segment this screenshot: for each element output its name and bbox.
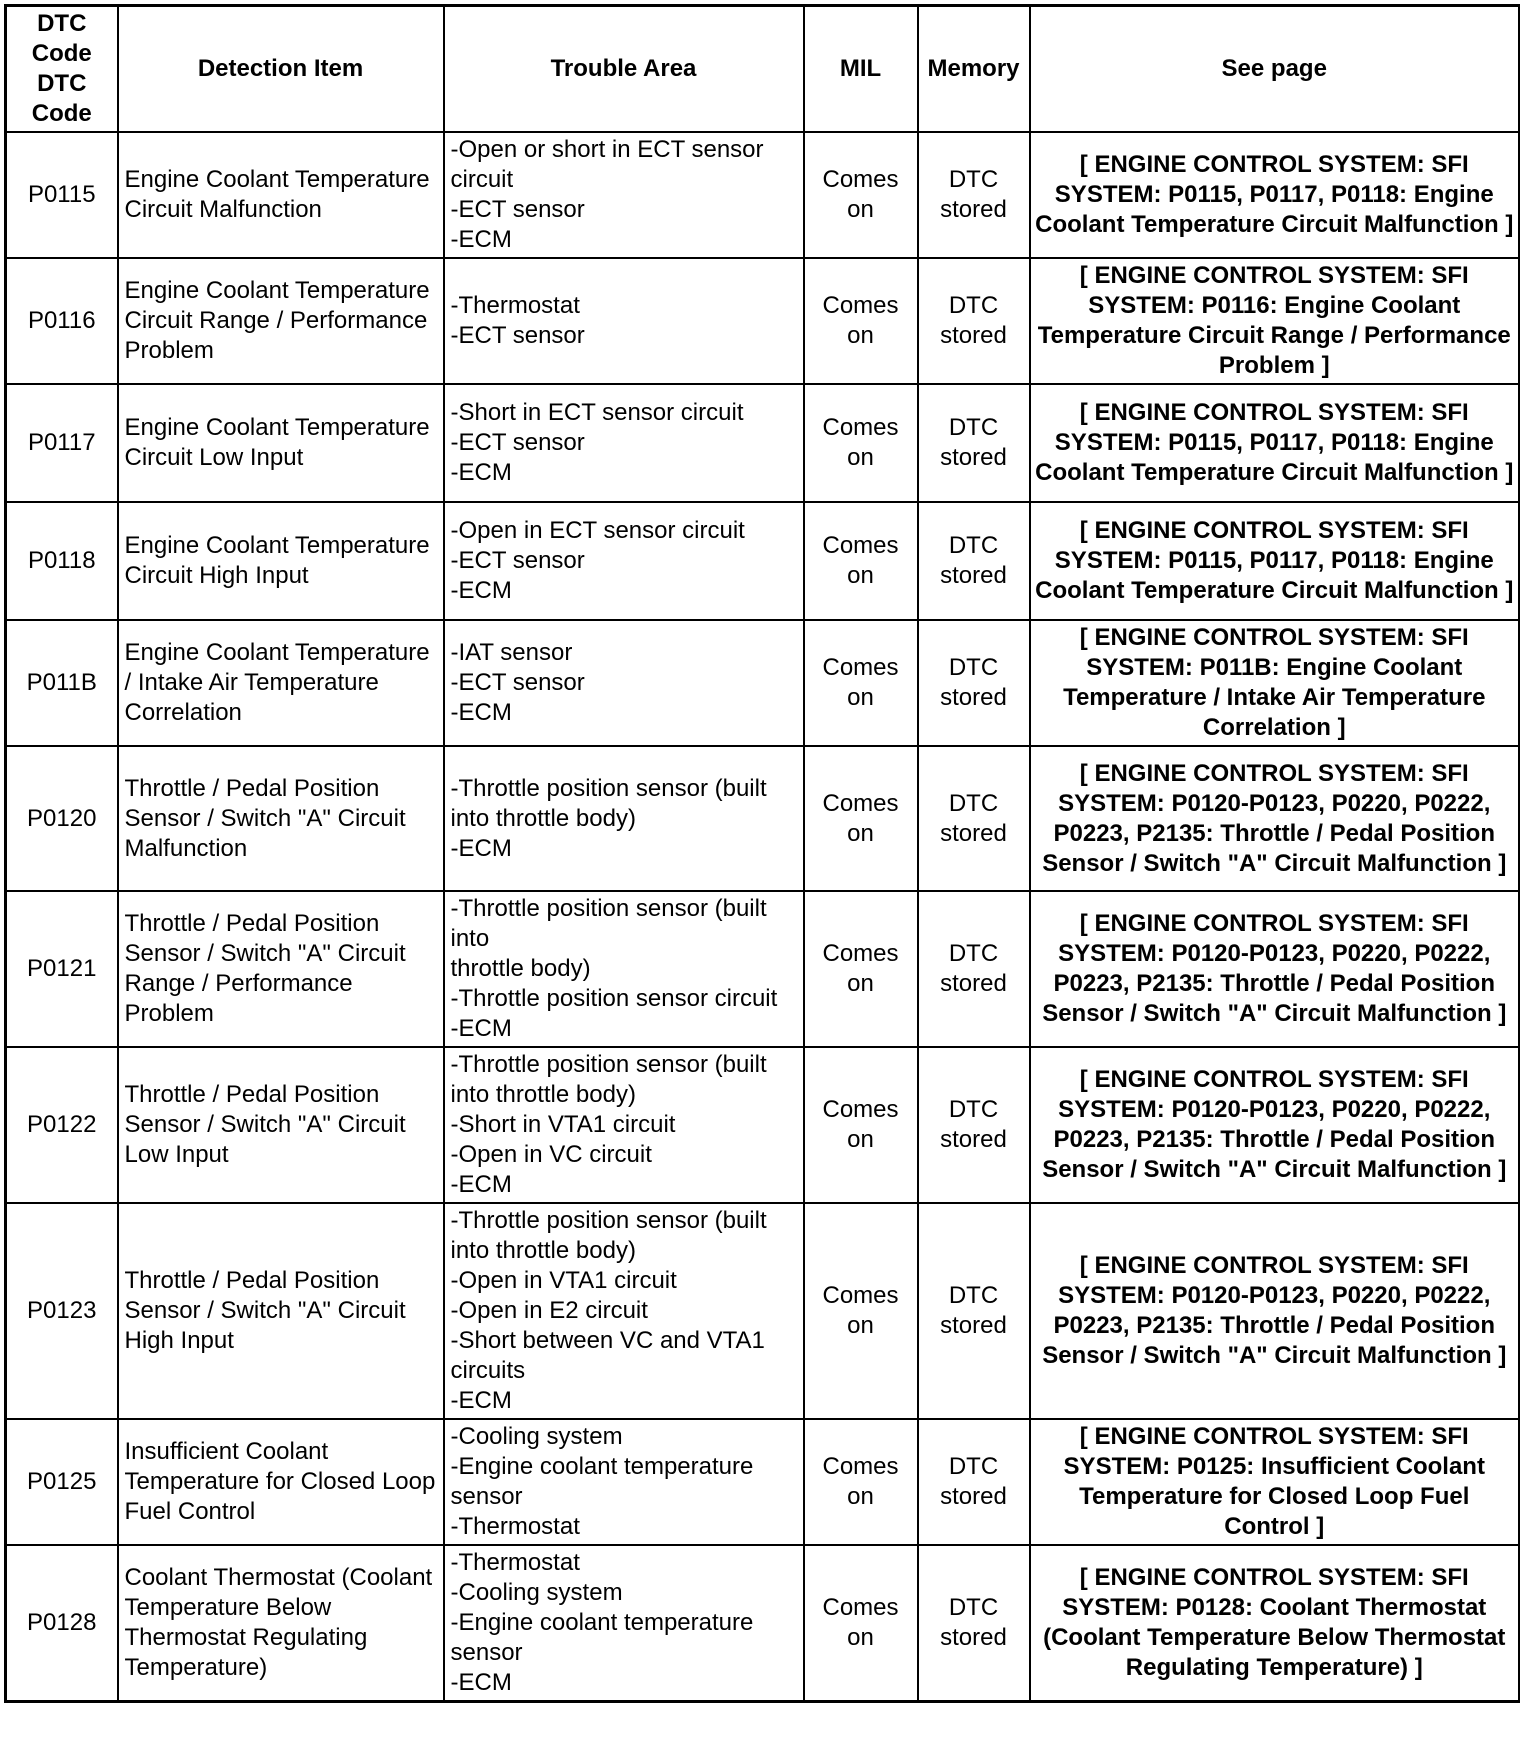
dtc-code-cell: P0120 [6, 746, 118, 891]
table-row [6, 258, 1520, 384]
table-row [6, 1545, 1520, 1702]
header-see-page: See page [1030, 6, 1520, 133]
see-page-link[interactable]: [ ENGINE CONTROL SYSTEM: SFI SYSTEM: P0115, P0117, P0118: Engine Coolant Temperature Circuit Malfunction ] [1030, 502, 1520, 620]
memory-cell: DTC stored [918, 384, 1030, 502]
mil-cell: Comes on [804, 620, 918, 746]
memory-cell: DTC stored [918, 1047, 1030, 1203]
see-page-link[interactable]: [ ENGINE CONTROL SYSTEM: SFI SYSTEM: P0120-P0123, P0220, P0222, P0223, P2135: Throttle / Pedal Position Sensor / Switch "A" Circuit Malfunction ] [1030, 1203, 1520, 1419]
dtc-code-cell: P0121 [6, 891, 118, 1047]
detection-item-cell: Throttle / Pedal Position Sensor / Switch "A" Circuit High Input [118, 1203, 444, 1419]
table-row [6, 746, 1520, 891]
dtc-code-cell: P0122 [6, 1047, 118, 1203]
trouble-area-cell [444, 1545, 804, 1702]
trouble-area-line: -ECM [450, 699, 512, 726]
detection-item-cell: Insufficient Coolant Temperature for Closed Loop Fuel Control [118, 1419, 444, 1545]
mil-cell: Comes on [804, 1047, 918, 1203]
mil-cell: Comes on [804, 891, 918, 1047]
detection-item-cell: Engine Coolant Temperature Circuit Malfunction [118, 132, 444, 258]
trouble-area-line: -Thermostat [450, 1549, 580, 1576]
see-page-link[interactable]: [ ENGINE CONTROL SYSTEM: SFI SYSTEM: P0115, P0117, P0118: Engine Coolant Temperature Circuit Malfunction ] [1030, 384, 1520, 502]
trouble-area-line: -ECM [450, 834, 512, 862]
dtc-code-cell: P0115 [6, 132, 118, 258]
see-page-link[interactable]: [ ENGINE CONTROL SYSTEM: SFI SYSTEM: P0125: Insufficient Coolant Temperature for Closed Loop Fuel Control ] [1030, 1419, 1520, 1545]
trouble-area-line: -Cooling system [450, 1423, 623, 1450]
memory-cell: DTC stored [918, 1545, 1030, 1702]
dtc-code-cell: P0128 [6, 1545, 118, 1702]
trouble-area-line: -ECT sensor [450, 669, 585, 696]
see-page-link[interactable]: [ ENGINE CONTROL SYSTEM: SFI SYSTEM: P011B: Engine Coolant Temperature / Intake Air Temperature Correlation ] [1030, 620, 1520, 746]
header-memory: Memory [918, 6, 1030, 133]
table-row [6, 132, 1520, 258]
trouble-area-line: -ECM [450, 577, 512, 604]
trouble-area-cell [444, 258, 804, 384]
see-page-link[interactable]: [ ENGINE CONTROL SYSTEM: SFI SYSTEM: P0128: Coolant Thermostat (Coolant Temperature Below Thermostat Regulating Temperature) ] [1030, 1545, 1520, 1702]
trouble-area-line: -ECM [450, 1669, 512, 1696]
trouble-area-line: -Open in VTA1 circuit [450, 1267, 677, 1294]
trouble-area-cell [444, 620, 804, 746]
mil-cell: Comes on [804, 132, 918, 258]
trouble-area-line: throttle body) [450, 955, 591, 982]
trouble-area-cell [444, 384, 804, 502]
trouble-area-line: -ECM [450, 1171, 512, 1198]
dtc-code-cell: P0125 [6, 1419, 118, 1545]
trouble-area-line: -Short between VC and VTA1 circuits [450, 1327, 765, 1384]
detection-item-cell: Throttle / Pedal Position Sensor / Switch "A" Circuit Low Input [118, 1047, 444, 1203]
memory-cell: DTC stored [918, 746, 1030, 891]
detection-item-cell: Throttle / Pedal Position Sensor / Switch "A" Circuit Range / Performance Problem [118, 891, 444, 1047]
trouble-area-line: -Throttle position sensor (built into throttle body) [450, 774, 767, 832]
trouble-area-cell [444, 891, 804, 1047]
detection-item-cell: Engine Coolant Temperature Circuit Range / Performance Problem [118, 258, 444, 384]
dtc-code-cell: P0116 [6, 258, 118, 384]
dtc-code-cell: P011B [6, 620, 118, 746]
trouble-area-line: -Short in ECT sensor circuit [450, 399, 744, 426]
header-dtc-code [6, 6, 118, 133]
mil-cell: Comes on [804, 1545, 918, 1702]
mil-cell: Comes on [804, 1203, 918, 1419]
header-trouble-area: Trouble Area [444, 6, 804, 133]
memory-cell: DTC stored [918, 891, 1030, 1047]
trouble-area-line: -ECT sensor [450, 547, 585, 574]
mil-cell: Comes on [804, 1419, 918, 1545]
trouble-area-line: -Thermostat [450, 1513, 580, 1540]
dtc-table [4, 4, 1520, 1703]
mil-cell: Comes on [804, 502, 918, 620]
memory-cell: DTC stored [918, 1203, 1030, 1419]
dtc-code-cell: P0117 [6, 384, 118, 502]
trouble-area-cell [444, 1419, 804, 1545]
table-row [6, 1203, 1520, 1419]
trouble-area-line: -Throttle position sensor (built into throttle body) [450, 1051, 767, 1108]
trouble-area-line: -IAT sensor [450, 639, 573, 666]
trouble-area-cell [444, 746, 804, 891]
detection-item-cell: Coolant Thermostat (Coolant Temperature Below Thermostat Regulating Temperature) [118, 1545, 444, 1702]
trouble-area-line: -Throttle position sensor circuit [450, 985, 778, 1012]
detection-item-cell: Engine Coolant Temperature / Intake Air Temperature Correlation [118, 620, 444, 746]
table-row [6, 1419, 1520, 1545]
header-row [6, 6, 1520, 133]
trouble-area-line: -ECT sensor [450, 322, 585, 349]
header-dtc-code-line: DTC Code [31, 70, 92, 127]
table-body [6, 132, 1520, 1702]
dtc-code-cell: P0123 [6, 1203, 118, 1419]
table-row [6, 502, 1520, 620]
dtc-code-cell: P0118 [6, 502, 118, 620]
memory-cell: DTC stored [918, 258, 1030, 384]
trouble-area-line: -Throttle position sensor (built into [450, 895, 767, 952]
trouble-area-line: -Open in E2 circuit [450, 1297, 648, 1324]
table-row [6, 620, 1520, 746]
see-page-link[interactable]: [ ENGINE CONTROL SYSTEM: SFI SYSTEM: P0120-P0123, P0220, P0222, P0223, P2135: Throttle / Pedal Position Sensor / Switch "A" Circuit Malfunction ] [1030, 1047, 1520, 1203]
trouble-area-cell [444, 132, 804, 258]
trouble-area-line: -Throttle position sensor (built into throttle body) [450, 1207, 767, 1264]
mil-cell: Comes on [804, 384, 918, 502]
memory-cell: DTC stored [918, 502, 1030, 620]
detection-item-cell: Throttle / Pedal Position Sensor / Switch "A" Circuit Malfunction [118, 746, 444, 891]
memory-cell: DTC stored [918, 620, 1030, 746]
trouble-area-line: -Cooling system [450, 1579, 623, 1606]
header-detection-item: Detection Item [118, 6, 444, 133]
trouble-area-line: -ECT sensor [450, 196, 585, 223]
header-dtc-code-line: DTC Code [31, 10, 92, 67]
table-row [6, 384, 1520, 502]
trouble-area-line: -ECM [450, 459, 512, 486]
detection-item-cell: Engine Coolant Temperature Circuit High Input [118, 502, 444, 620]
mil-cell: Comes on [804, 258, 918, 384]
memory-cell: DTC stored [918, 1419, 1030, 1545]
trouble-area-line: -Open or short in ECT sensor circuit [450, 136, 764, 193]
trouble-area-line: -ECM [450, 226, 512, 253]
see-page-link[interactable]: [ ENGINE CONTROL SYSTEM: SFI SYSTEM: P0120-P0123, P0220, P0222, P0223, P2135: Throttle / Pedal Position Sensor / Switch "A" Circuit Malfunction ] [1030, 746, 1520, 891]
trouble-area-cell [444, 1203, 804, 1419]
trouble-area-line: -ECT sensor [450, 429, 585, 456]
trouble-area-line: -ECM [450, 1015, 512, 1042]
header-mil: MIL [804, 6, 918, 133]
trouble-area-line: -Open in ECT sensor circuit [450, 517, 745, 544]
dtc-table-container [4, 4, 1518, 1703]
table-row [6, 891, 1520, 1047]
trouble-area-line: -Open in VC circuit [450, 1141, 652, 1168]
see-page-link[interactable]: [ ENGINE CONTROL SYSTEM: SFI SYSTEM: P0120-P0123, P0220, P0222, P0223, P2135: Throttle / Pedal Position Sensor / Switch "A" Circuit Malfunction ] [1030, 891, 1520, 1047]
trouble-area-line: -Short in VTA1 circuit [450, 1111, 676, 1138]
trouble-area-cell [444, 1047, 804, 1203]
trouble-area-line: -Thermostat [450, 292, 580, 319]
see-page-link[interactable]: [ ENGINE CONTROL SYSTEM: SFI SYSTEM: P0116: Engine Coolant Temperature Circuit Range / Performance Problem ] [1030, 258, 1520, 384]
detection-item-cell: Engine Coolant Temperature Circuit Low Input [118, 384, 444, 502]
see-page-link[interactable]: [ ENGINE CONTROL SYSTEM: SFI SYSTEM: P0115, P0117, P0118: Engine Coolant Temperature Circuit Malfunction ] [1030, 132, 1520, 258]
trouble-area-line: -ECM [450, 1387, 512, 1414]
trouble-area-line: -Engine coolant temperature sensor [450, 1609, 754, 1666]
table-row [6, 1047, 1520, 1203]
memory-cell: DTC stored [918, 132, 1030, 258]
trouble-area-line: -Engine coolant temperature sensor [450, 1453, 754, 1510]
trouble-area-cell [444, 502, 804, 620]
mil-cell: Comes on [804, 746, 918, 891]
